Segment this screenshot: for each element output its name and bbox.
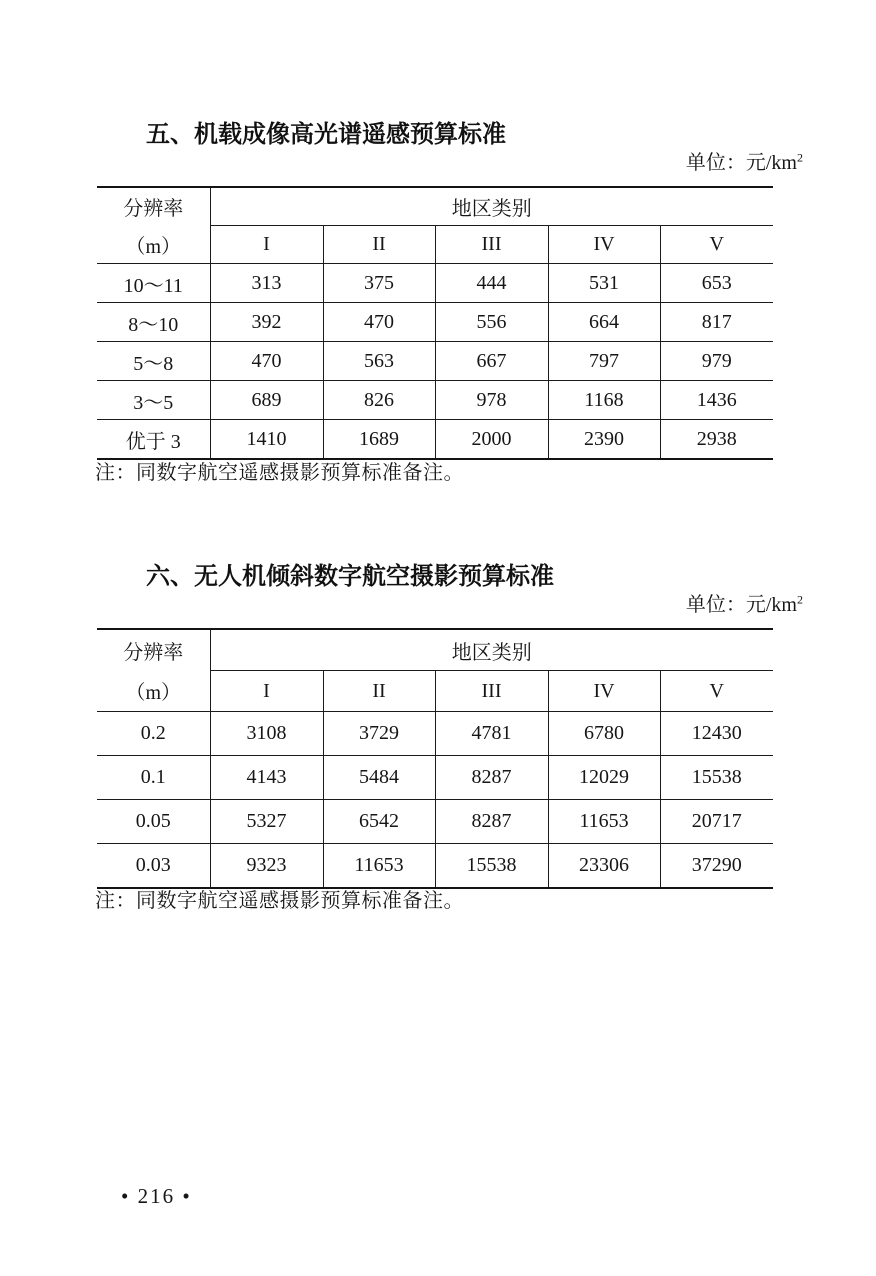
region-group-header: 地区类别 [210,629,773,671]
table-cell: 11653 [548,800,660,844]
table-cell: 2390 [548,420,660,460]
row-label: 0.2 [97,712,210,756]
table-row [97,264,773,303]
section-1-unit-label [97,146,803,175]
table-cell: 689 [210,381,323,420]
resolution-header-line1: 分辨率 [123,641,184,664]
column-header: I [210,671,323,712]
table-cell: 470 [323,303,435,342]
unit-superscript: 2 [797,150,803,165]
column-header: IV [548,671,660,712]
table-row [97,381,773,420]
table-cell: 313 [210,264,323,303]
unit-superscript: 2 [797,592,803,607]
table-cell: 4781 [435,712,548,756]
table-row [97,342,773,381]
table-cell: 556 [435,303,548,342]
resolution-header-line1: 分辨率 [123,198,184,221]
column-header: IV [548,226,660,264]
table-cell: 1436 [660,381,773,420]
row-label: 0.05 [97,800,210,844]
table-cell: 817 [660,303,773,342]
table-cell: 667 [435,342,548,381]
table-cell: 5327 [210,800,323,844]
row-label: 10～11 [97,264,210,303]
table-cell: 2000 [435,420,548,460]
budget-table-uav-oblique [97,628,773,889]
budget-table-hyperspectral [97,186,773,460]
resolution-header-line2: （m） [125,682,182,705]
table-cell: 3108 [210,712,323,756]
row-label: 8～10 [97,303,210,342]
table-cell: 1168 [548,381,660,420]
table-header-row-1 [97,187,773,226]
table-cell: 392 [210,303,323,342]
table-cell: 979 [660,342,773,381]
unit-text: 单位：元/km [685,152,797,174]
table-cell: 23306 [548,844,660,889]
row-label: 优于 3 [97,420,210,460]
section-1-title: 五、机载成像高光谱遥感预算标准 [146,122,506,148]
column-header: II [323,226,435,264]
table-cell: 375 [323,264,435,303]
table-cell: 11653 [323,844,435,889]
row-label: 0.03 [97,844,210,889]
table-cell: 8287 [435,800,548,844]
table-cell: 15538 [660,756,773,800]
column-header: III [435,671,548,712]
table-row [97,420,773,460]
column-header: II [323,671,435,712]
table-header-row-1 [97,629,773,671]
column-header: V [660,226,773,264]
section-2-title: 六、无人机倾斜数字航空摄影预算标准 [146,564,554,590]
section-2-unit-label [97,588,803,617]
table-row [97,756,773,800]
unit-text: 单位：元/km [685,594,797,616]
resolution-header-line2: （m） [125,235,182,258]
section-2-note: 注：同数字航空遥感摄影预算标准备注。 [95,890,464,912]
table-cell: 37290 [660,844,773,889]
table-cell: 1689 [323,420,435,460]
table-row [97,800,773,844]
table-cell: 531 [548,264,660,303]
table-cell: 470 [210,342,323,381]
table-cell: 6542 [323,800,435,844]
table-cell: 664 [548,303,660,342]
table-cell: 5484 [323,756,435,800]
table-cell: 20717 [660,800,773,844]
table-cell: 826 [323,381,435,420]
table-cell: 978 [435,381,548,420]
table-cell: 9323 [210,844,323,889]
table-cell: 2938 [660,420,773,460]
resolution-header-cell [97,629,210,712]
section-1-note: 注：同数字航空遥感摄影预算标准备注。 [95,462,464,484]
resolution-header-cell [97,187,210,264]
table-cell: 1410 [210,420,323,460]
table-cell: 12430 [660,712,773,756]
table-cell: 4143 [210,756,323,800]
column-header: I [210,226,323,264]
column-header: III [435,226,548,264]
page-number: • 216 • [121,1184,192,1208]
table-row [97,303,773,342]
table-cell: 653 [660,264,773,303]
row-label: 3～5 [97,381,210,420]
table-cell: 797 [548,342,660,381]
row-label: 0.1 [97,756,210,800]
table-cell: 15538 [435,844,548,889]
table-cell: 8287 [435,756,548,800]
table-row [97,712,773,756]
table-cell: 6780 [548,712,660,756]
table-cell: 563 [323,342,435,381]
column-header: V [660,671,773,712]
region-group-header: 地区类别 [210,187,773,226]
table-cell: 444 [435,264,548,303]
table-cell: 3729 [323,712,435,756]
row-label: 5～8 [97,342,210,381]
table-row [97,844,773,889]
table-cell: 12029 [548,756,660,800]
